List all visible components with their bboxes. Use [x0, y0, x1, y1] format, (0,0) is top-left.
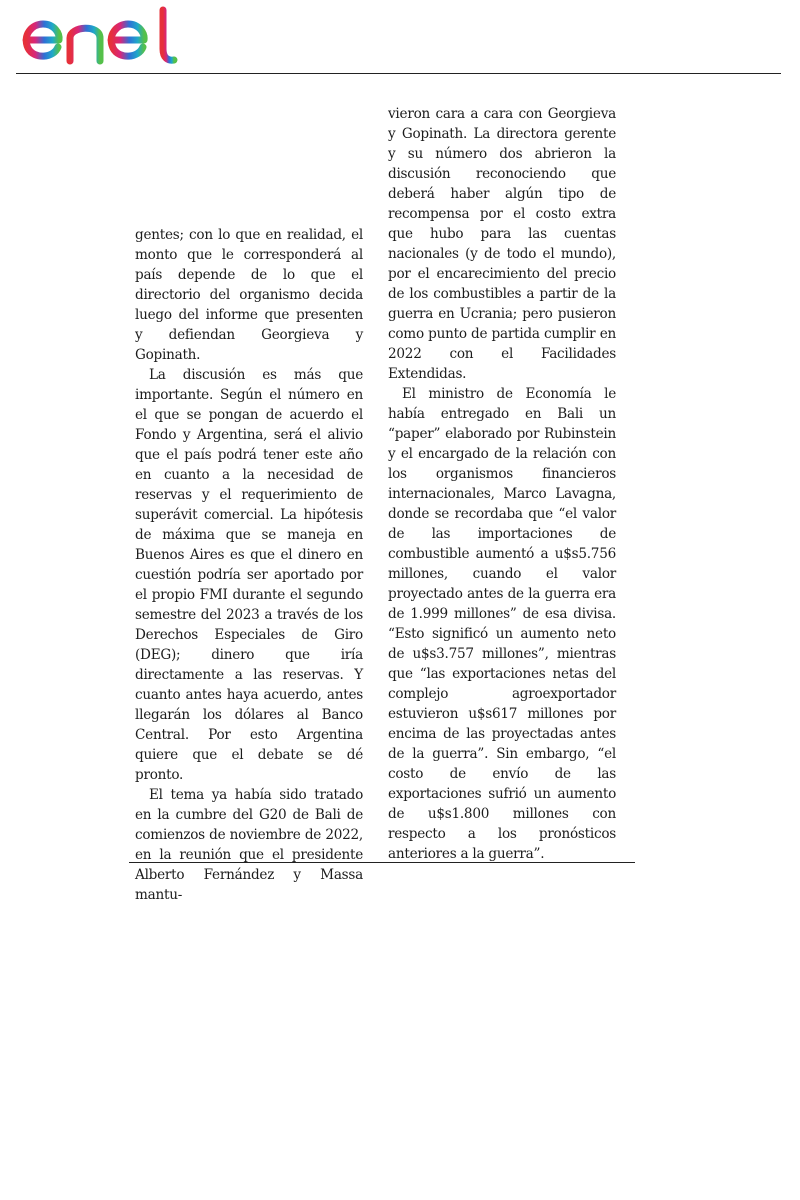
article-paragraph: gentes; con lo que en realidad, el monto que le corresponderá al país depende de lo que el directorio del organismo decida luego del informe que presenten y defiendan Georgieva y Gopinath. [135, 227, 363, 363]
article-paragraph: vieron cara a cara con Georgieva y Gopinath. La directora gerente y su número dos abrieron la discusión reconociendo que deberá haber algún tipo de recompensa por el costo extra que hubo para las cuentas nacionales (y de todo el mundo), por el encarecimiento del precio de los combustibles a partir de la guerra en Ucrania; pero pusieron como punto de partida cumplir en 2022 con el Facilidades Extendidas. [388, 106, 616, 382]
enel-logo-icon [18, 4, 180, 66]
article-paragraph: La discusión es más que importante. Según el número en el que se pongan de acuerdo el Fondo y Argentina, será el alivio que el país podrá tener este año en cuanto a la necesidad de reservas y el requerimiento de superávit comercial. La hipótesis de máxima que se maneja en Buenos Aires es que el dinero en cuestión podría ser aportado por el propio FMI durante el segundo semestre del 2023 a través de los Derechos Especiales de Giro (DEG); dinero que iría directamente a las reservas. Y cuanto antes haya acuerdo, antes llegarán los dólares al Banco Central. Por esto Argentina quiere que el debate se dé pronto. [135, 367, 363, 783]
article-paragraph: El tema ya había sido tratado en la cumbre del G20 de Bali de comienzos de noviembre de 2022, en la reunión que el presidente Alberto Fernández y Massa mantu- [135, 787, 363, 903]
article-paragraph: El ministro de Economía le había entregado en Bali un “paper” elaborado por Rubinstein y el encargado de la relación con los organismos financieros internacionales, Marco Lavagna, donde se recordaba que “el valor de las importaciones de combustible aumentó a u$s5.756 millones, cuando el valor proyectado antes de la guerra era de 1.999 millones” de esa divisa. “Esto significó un aumento neto de u$s3.757 millones”, mientras que “las exportaciones netas del complejo agroexportador estuvieron u$s617 millones por encima de las proyectadas antes de la guerra”. Sin embargo, “el costo de envío de las exportaciones sufrió un aumento de u$s1.800 millones con respecto a los pronósticos anteriores a la guerra”. [388, 386, 616, 862]
footer-rule [129, 862, 635, 863]
article-column-left [135, 225, 363, 905]
article-column-right [388, 104, 616, 864]
header-rule [16, 73, 781, 74]
